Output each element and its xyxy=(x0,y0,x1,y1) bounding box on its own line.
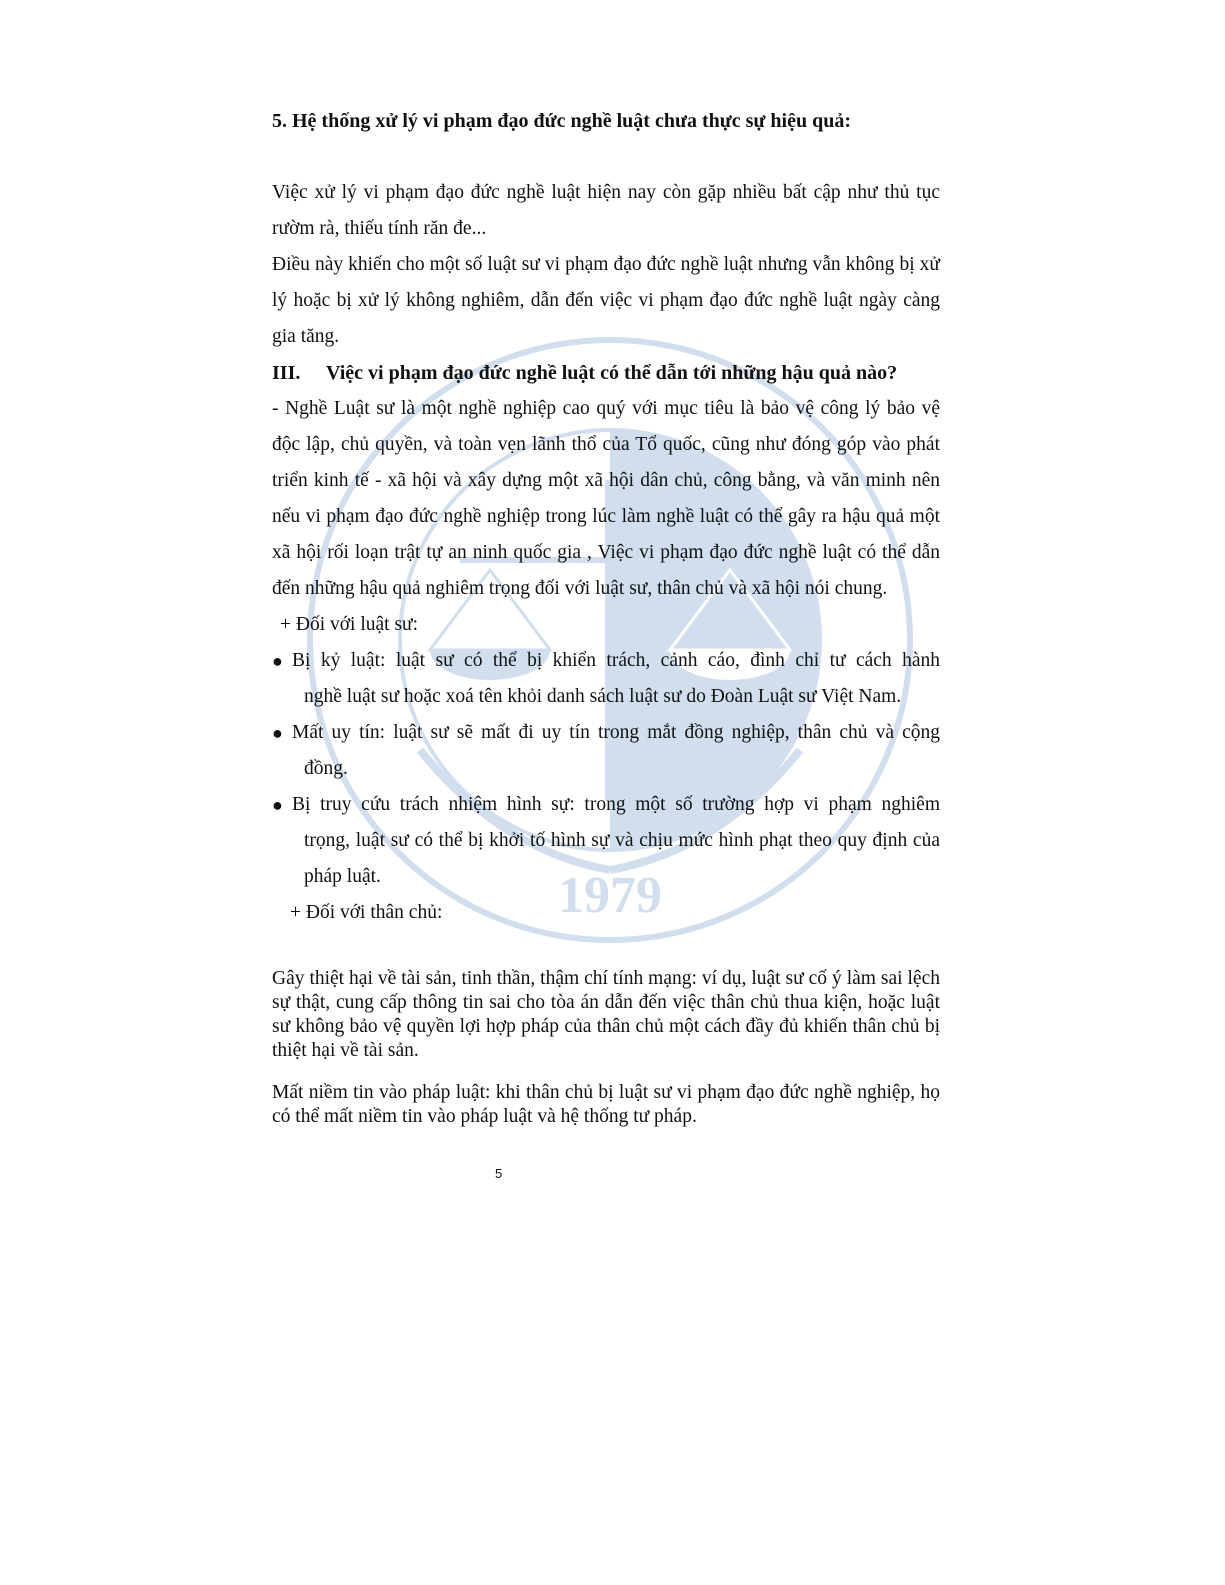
client-subheading: + Đối với thân chủ: xyxy=(290,902,443,923)
page-number: 5 xyxy=(495,1166,503,1181)
bullet-text-continuation: nghề luật sư hoặc xoá tên khỏi danh sách luật sư do Đoàn Luật sư Việt Nam. xyxy=(304,686,902,707)
list-item xyxy=(272,715,940,787)
client-paragraph-1: Gây thiệt hại về tài sản, tinh thần, thậm chí tính mạng: ví dụ, luật sư cố ý làm sai lệch sự thật, cung cấp thông tin sai cho tòa án dẫn đến việc thân chủ thua kiện, hoặc luật sư không bảo vệ quyền lợi hợp pháp của thân chủ một cách đầy đủ khiến thân chủ bị thiệt hại về tài sản. xyxy=(272,968,940,1061)
bullet-icon: ● xyxy=(272,651,283,671)
list-item xyxy=(272,643,940,715)
lawyer-subheading: + Đối với luật sư: xyxy=(280,614,419,635)
client-paragraph-2: Mất niềm tin vào pháp luật: khi thân chủ bị luật sư vi phạm đạo đức nghề nghiệp, họ có thể mất niềm tin vào pháp luật và hệ thống tư pháp. xyxy=(272,1082,940,1127)
page-content xyxy=(272,103,940,1129)
section-3-number: III. xyxy=(272,362,301,384)
bullet-text-first-line: Bị kỷ luật: luật sư có thể bị khiển trách, cảnh cáo, đình chỉ tư cách hành xyxy=(292,650,940,671)
bullet-icon: ● xyxy=(272,723,283,743)
section-5-paragraph-2: Điều này khiến cho một số luật sư vi phạm đạo đức nghề luật nhưng vẫn không bị xử lý hoặc bị xử lý không nghiêm, dẫn đến việc vi phạm đạo đức nghề luật ngày càng gia tăng. xyxy=(272,254,940,347)
section-3-heading xyxy=(272,355,940,391)
bullet-text-first-line: Mất uy tín: luật sư sẽ mất đi uy tín trong mắt đồng nghiệp, thân chủ và cộng xyxy=(292,722,940,743)
bullet-text-continuation: đồng. xyxy=(304,758,348,779)
section-3-intro: - Nghề Luật sư là một nghề nghiệp cao quý với mục tiêu là bảo vệ công lý bảo vệ độc lập, chủ quyền, và toàn vẹn lãnh thổ của Tổ quốc, cũng như đóng góp vào phát triển kinh tế - xã hội và xây dựng một xã hội dân chủ, công bằng, và văn minh nên nếu vi phạm đạo đức nghề nghiệp trong lúc làm nghề luật có thể gây ra hậu quả một xã hội rối loạn trật tự an ninh quốc gia , Việc vi phạm đạo đức nghề luật có thể dẫn đến những hậu quả nghiêm trọng đối với luật sư, thân chủ và xã hội nói chung. xyxy=(272,398,940,599)
section-5-heading: 5. Hệ thống xử lý vi phạm đạo đức nghề luật chưa thực sự hiệu quả: xyxy=(272,110,851,132)
bullet-icon: ● xyxy=(272,795,283,815)
list-item xyxy=(272,787,940,895)
bullet-text-continuation: trọng, luật sư có thể bị khởi tố hình sự và chịu mức hình phạt theo quy định của pháp luật. xyxy=(304,830,940,887)
section-5-paragraph-1: Việc xử lý vi phạm đạo đức nghề luật hiện nay còn gặp nhiều bất cập như thủ tục rườm rà, thiếu tính răn đe... xyxy=(272,182,940,239)
bullet-text-first-line: Bị truy cứu trách nhiệm hình sự: trong một số trường hợp vi phạm nghiêm xyxy=(292,794,940,815)
seal-year: 1979 xyxy=(558,867,662,924)
section-3-title: Việc vi phạm đạo đức nghề luật có thể dẫn tới những hậu quả nào? xyxy=(326,362,898,384)
